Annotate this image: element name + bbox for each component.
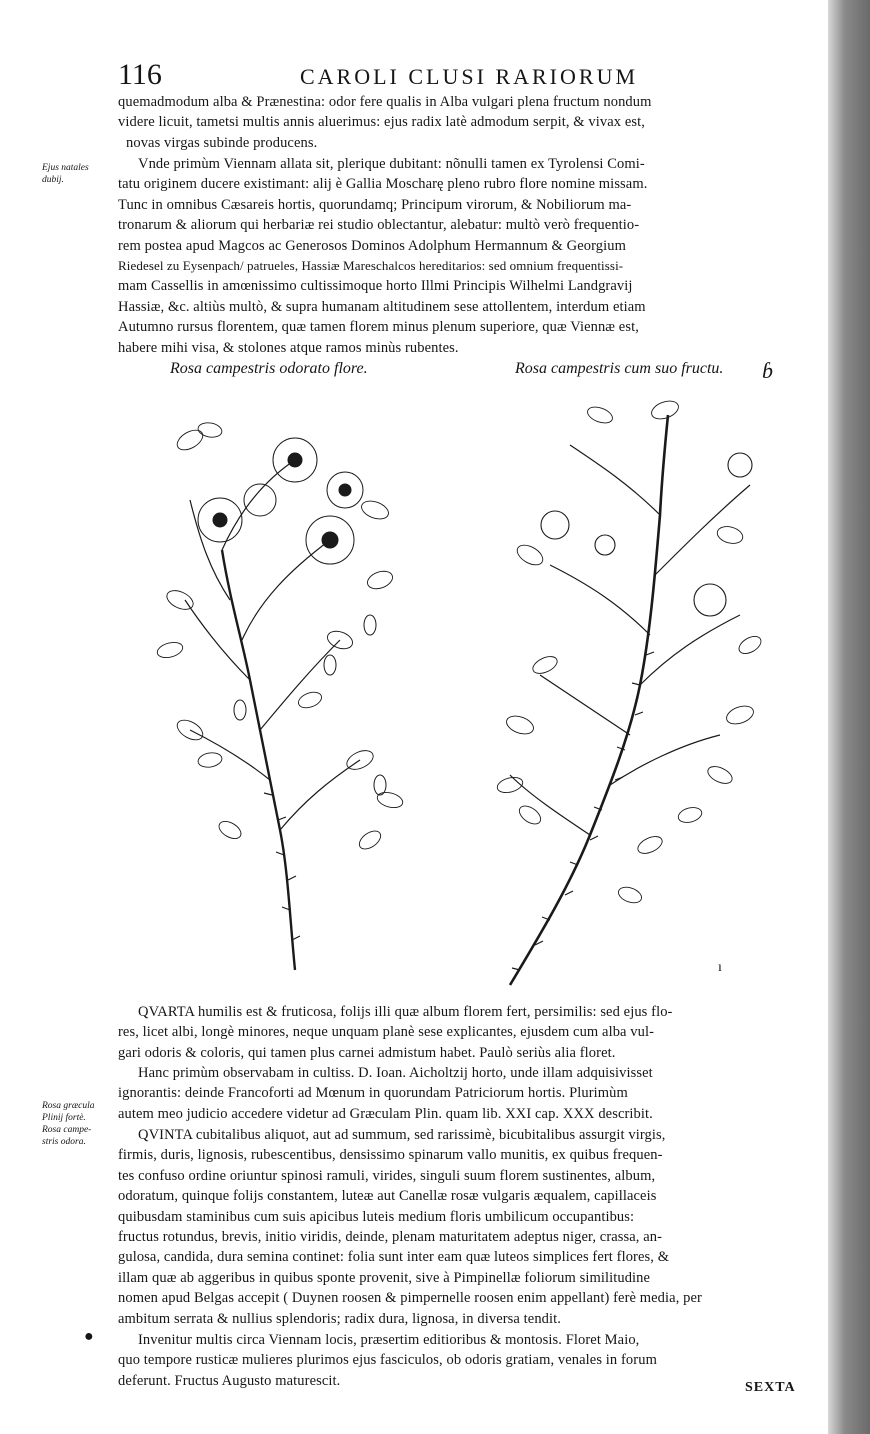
running-head: CAROLI CLUSI RARIORUM: [300, 64, 639, 89]
margin-note-line: Plinij fortè.: [42, 1113, 86, 1123]
woodcut-rose-flowering: [130, 400, 430, 980]
text-line: mam Cassellis in amœnissimo cultissimoque horto Illmi Principis Wilhelmi Landgravij: [118, 278, 633, 295]
page-number: 116: [118, 58, 162, 91]
text-line: quemadmodum alba & Prænestina: odor fere qualis in Alba vulgari plena fructum nondum: [118, 94, 652, 110]
text-line: QVINTA cubitalibus aliquot, aut ad summum, sed rarissimè, bicubitalibus assurgit virgis,: [138, 1127, 666, 1143]
text-line: Autumno rursus florentem, quæ tamen florem minus plenum superiore, quæ Viennæ est,: [118, 319, 639, 336]
margin-note-line: Rosa græcula: [42, 1101, 95, 1111]
text-line: QVARTA humilis est & fruticosa, folijs illi quæ album florem fert, persimilis: sed ejus flo-: [138, 1004, 673, 1020]
text-line: deferunt. Fructus Augusto maturescit.: [118, 1372, 341, 1389]
text-line: ignorantis: deinde Francoforti ad Mœnum in quorundam Patriciorum hortis. Plurimùm: [118, 1085, 628, 1102]
text-line: ambitum serrata & nullius splendoris; radix dura, lignosa, in diversa tendit.: [118, 1310, 562, 1327]
catchword: SEXTA: [745, 1380, 796, 1395]
text-line: Hanc primùm observabam in cultiss. D. Ioan. Aicholtzij horto, unde illam adquisivisset: [138, 1065, 653, 1081]
text-line: tronarum & aliorum qui herbariæ rei studio oblectantur, alebatur: multò verò frequentio-: [118, 217, 640, 234]
margin-note-line: Ejus natales: [42, 163, 89, 173]
text-line: videre licuit, tametsi multis annis aluerimus: ejus radix latè admodum serpit, & vivax est,: [118, 114, 645, 131]
text-line: illam quæ ab aggeribus in quibus sponte provenit, sive à Pimpinellæ foliorum similitudine: [118, 1269, 651, 1286]
margin-note-origin: [42, 162, 114, 186]
text-line: tatu originem ducere existimant: alij è Gallia Moscharę pleno rubro flore nomine missam.: [118, 176, 648, 193]
figure-caption-left: Rosa campestris odorato flore.: [170, 360, 368, 377]
text-line: Tunc in omnibus Cæsareis hortis, quorundamq; Principum virorum, & Nobiliorum ma-: [118, 196, 632, 213]
paragraph-continuation: [118, 92, 798, 153]
ink-blot: ●: [84, 1328, 94, 1345]
text-line: Vnde primùm Viennam allata sit, plerique dubitant: nõnulli tamen ex Tyrolensi Comi-: [138, 156, 645, 172]
ink-mark: ı: [718, 960, 722, 975]
text-line: tes confuso ordine oriuntur spinosi ramuli, virides, singuli suum florem sustinentes, album,: [118, 1167, 656, 1184]
ink-mark: ɓ: [762, 358, 773, 383]
text-line: rem postea apud Magcos ac Generosos Dominos Adolphum Hermannum & Georgium: [118, 237, 626, 254]
text-line: Hassiæ, &c. altiùs multò, & supra humanam altitudinem sese attollentem, interdum etiam: [118, 298, 646, 315]
text-line: novas virgas subinde producens.: [126, 134, 318, 151]
text-line: Riedesel zu Eysenpach/ patrueles, Hassiæ Mareschalcos hereditarios: sed omnium frequentissi-: [118, 257, 624, 273]
margin-note-rosa-graecula: [42, 1100, 114, 1148]
paragraph-invenitur: [118, 1330, 798, 1391]
paragraph-hanc: [118, 1063, 798, 1124]
woodcut-rose-fruiting: [490, 395, 780, 995]
text-line: gulosa, candida, dura semina continet: folia sunt inter eam quæ luteos simplices fert flores, &: [118, 1249, 670, 1266]
text-line: odoratum, quinque folijs constantem, luteæ aut Canellæ rosæ vulgaris æqualem, capillaceis: [118, 1188, 657, 1205]
paragraph-quarta: [118, 1002, 798, 1063]
text-line: autem meo judicio accedere videtur ad Græculam Plin. quam lib. XXI cap. XXX describit.: [118, 1105, 653, 1122]
page-gutter-edge: [828, 0, 870, 1434]
text-line: habere mihi visa, & stolones atque ramos minùs rubentes.: [118, 339, 459, 356]
text-line: quibusdam staminibus cum suis apicibus luteis medium floris umbilicum occupantibus:: [118, 1208, 635, 1225]
text-line: nomen apud Belgas accepit ( Duynen roosen & pimpernelle roosen enim appellant) ferè media, per: [118, 1290, 702, 1307]
figure-caption-right: Rosa campestris cum suo fructu.: [515, 360, 724, 377]
margin-note-line: Rosa campe-: [42, 1125, 92, 1135]
text-line: quo tempore rusticæ mulieres plurimos ejus fasciculos, ob odoris gratiam, venales in forum: [118, 1352, 657, 1369]
paragraph-quinta: [118, 1125, 798, 1329]
text-line: gari odoris & coloris, qui tamen plus carnei admistum habet. Paulò seriùs alia floret.: [118, 1044, 616, 1061]
margin-note-line: dubij.: [42, 175, 64, 185]
text-line: res, licet albi, longè minores, neque unquam planè sese explicantes, ejusdem cum alba vul-: [118, 1024, 655, 1041]
text-line: fructus rotundus, brevis, initio viridis, deinde, plenam maturitatem adeptus niger, crassa, an-: [118, 1228, 663, 1245]
paragraph-origin: [118, 154, 798, 358]
text-line: Invenitur multis circa Viennam locis, præsertim editioribus & montosis. Floret Maio,: [138, 1332, 640, 1348]
margin-note-line: stris odora.: [42, 1137, 86, 1147]
text-line: firmis, duris, lignosis, rubescentibus, densissimo spinarum vallo munitis, ex quibus frequen-: [118, 1147, 663, 1164]
